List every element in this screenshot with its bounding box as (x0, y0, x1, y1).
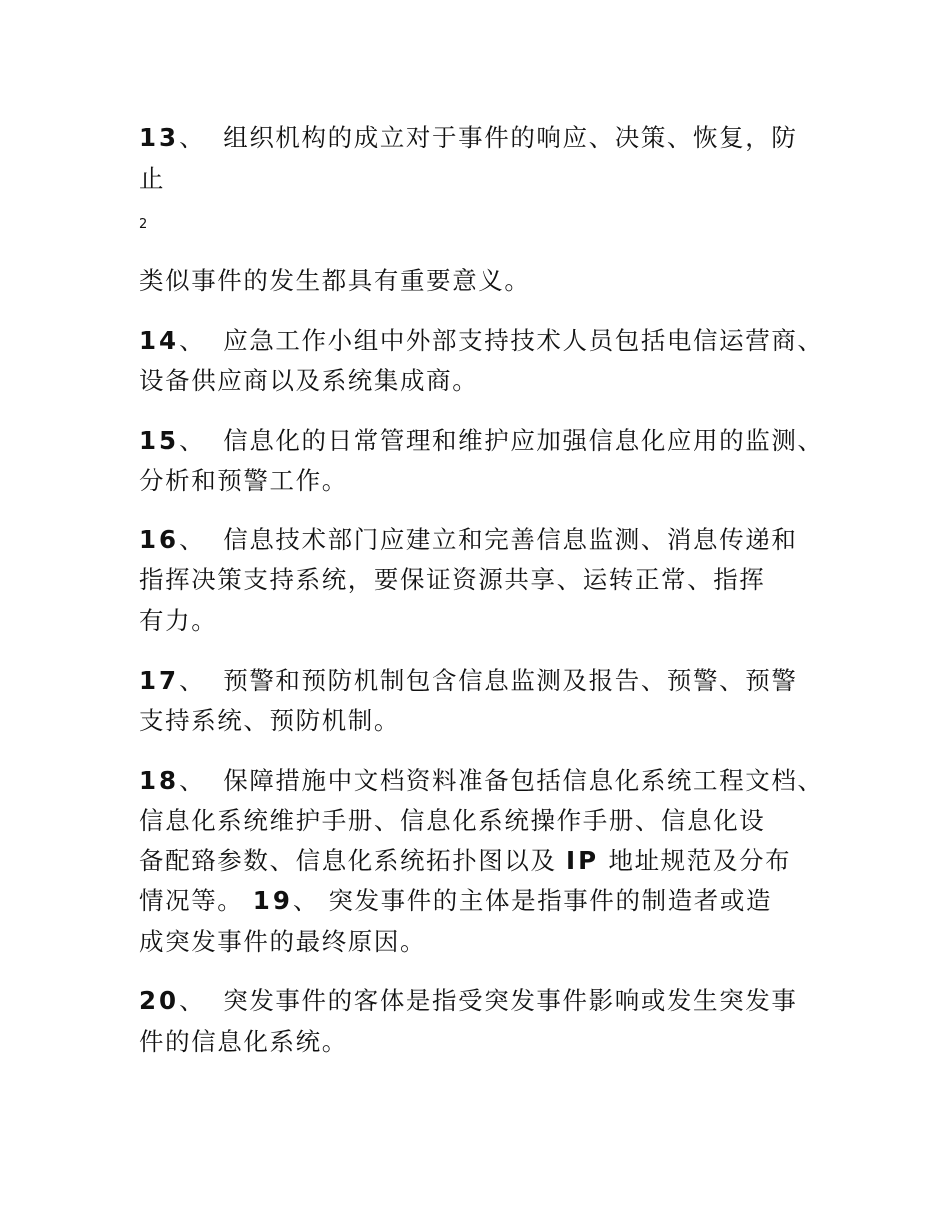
item-16-line-3 (139, 605, 217, 637)
item-text: 设备供应商以及系统集成商。 (139, 366, 479, 395)
item-text: 应急工作小组中外部支持技术人员包括电信运营商、 (223, 326, 824, 355)
item-text: 分析和预警工作。 (139, 466, 348, 495)
item-13-line-2 (139, 163, 165, 195)
item-17-line-1 (139, 665, 797, 697)
item-number: 13 (139, 123, 180, 152)
item-number: 17 (139, 666, 180, 695)
item-15-line-1 (139, 425, 824, 457)
item-15-line-2 (139, 465, 348, 497)
footnote-marker: 2 (139, 217, 148, 232)
item-13-line-1 (139, 122, 797, 154)
item-separator: 、 (292, 886, 329, 915)
item-text: 指挥决策支持系统，要保证资源共享、运转正常、指挥 (139, 565, 766, 594)
item-16-line-2 (139, 564, 765, 596)
item-text: 情况等。 (139, 886, 253, 915)
ip-label: IP (566, 846, 600, 875)
item-separator: 、 (179, 986, 206, 1015)
item-text: 有力。 (139, 606, 218, 635)
item-text: 信息化系统维护手册、信息化系统操作手册、信息化设 (139, 806, 766, 835)
item-text: 突发事件的客体是指受突发事件影响或发生突发事 (223, 986, 798, 1015)
item-text: 止 (139, 164, 166, 193)
item-number: 15 (139, 426, 180, 455)
item-text: 件的信息化系统。 (139, 1027, 348, 1056)
item-text: 支持系统、预防机制。 (139, 706, 400, 735)
item-separator: 、 (179, 525, 206, 554)
item-separator: 、 (179, 326, 206, 355)
item-text: 保障措施中文档资料准备包括信息化系统工程文档、 (223, 766, 824, 795)
item-14-line-2 (139, 365, 478, 397)
item-20-line-1 (139, 985, 797, 1017)
item-text: 信息技术部门应建立和完善信息监测、消息传递和 (223, 525, 798, 554)
item-text: 信息化的日常管理和维护应加强信息化应用的监测、 (223, 426, 824, 455)
item-text: 成突发事件的最终原因。 (139, 927, 427, 956)
item-separator: 、 (179, 123, 206, 152)
item-18-line-3 (139, 845, 791, 877)
item-number: 14 (139, 326, 180, 355)
item-text: 地址规范及分布 (599, 846, 792, 875)
item-text: 预警和预防机制包含信息监测及报告、预警、预警 (223, 666, 798, 695)
item-text: 备配臵参数、信息化系统拓扑图以及 (139, 846, 566, 875)
item-number: 20 (139, 986, 180, 1015)
item-17-line-2 (139, 705, 400, 737)
item-text: 类似事件的发生都具有重要意义。 (139, 266, 531, 295)
item-number: 16 (139, 525, 180, 554)
item-18-line-2 (139, 805, 765, 837)
item-separator: 、 (179, 426, 206, 455)
item-18-line-4 (139, 885, 772, 917)
item-number: 18 (139, 766, 180, 795)
item-18-line-1 (139, 765, 824, 797)
item-text: 组织机构的成立对于事件的响应、决策、恢复，防 (223, 123, 798, 152)
item-text: 突发事件的主体是指事件的制造者或造 (328, 886, 773, 915)
item-19-line-2 (139, 926, 426, 958)
item-separator: 、 (179, 766, 206, 795)
item-14-line-1 (139, 325, 824, 357)
item-number: 19 (252, 886, 293, 915)
item-16-line-1 (139, 524, 797, 556)
item-20-line-2 (139, 1026, 348, 1058)
item-13-line-3 (139, 265, 531, 297)
item-separator: 、 (179, 666, 206, 695)
